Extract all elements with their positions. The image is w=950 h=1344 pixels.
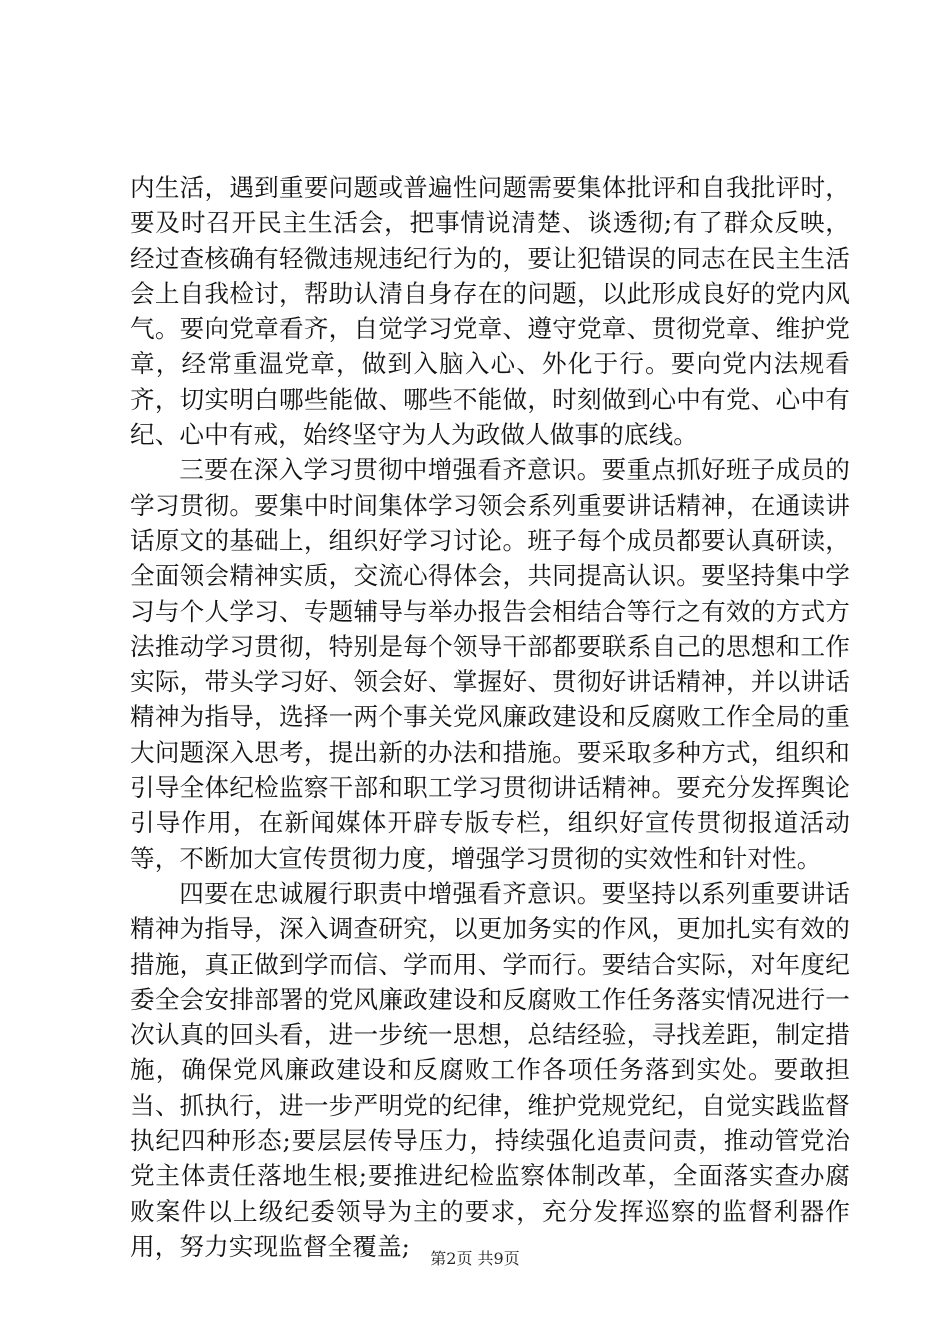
paragraph-2: 三要在深入学习贯彻中增强看齐意识。要重点抓好班子成员的学习贯彻。要集中时间集体学习领会系列重要讲话精神，在通读讲话原文的基础上，组织好学习讨论。班子每个成员都要认真研读，全面领会精神实质，交流心得体会，共同提高认识。要坚持集中学习与个人学习、专题辅导与举办报告会相结合等行之有效的方式方法推动学习贯彻，特别是每个领导干部都要联系自己的思想和工作实际，带头学习好、领会好、掌握好、贯彻好讲话精神，并以讲话精神为指导，选择一两个事关党风廉政建设和反腐败工作全局的重大问题深入思考，提出新的办法和措施。要采取多种方式，组织和引导全体纪检监察干部和职工学习贯彻讲话精神。要充分发挥舆论引导作用，在新闻媒体开辟专版专栏，组织好宣传贯彻报道活动等，不断加大宣传贯彻力度，增强学习贯彻的实效性和针对性。 (130, 455, 850, 873)
document-body (130, 170, 850, 1264)
paragraph-3: 四要在忠诚履行职责中增强看齐意识。要坚持以系列重要讲话精神为指导，深入调查研究，以更加务实的作风，更加扎实有效的措施，真正做到学而信、学而用、学而行。要结合实际，对年度纪委全会安排部署的党风廉政建设和反腐败工作任务落实情况进行一次认真的回头看，进一步统一思想，总结经验，寻找差距，制定措施，确保党风廉政建设和反腐败工作各项任务落到实处。要敢担当、抓执行，进一步严明党的纪律，维护党规党纪，自觉实践监督执纪四种形态;要层层传导压力，持续强化追责问责，推动管党治党主体责任落地生根;要推进纪检监察体制改革，全面落实查办腐败案件以上级纪委领导为主的要求，充分发挥巡察的监督利器作用，努力实现监督全覆盖; (130, 878, 850, 1261)
page-footer: 第2页 共9页 (430, 1249, 520, 1268)
paragraph-1: 内生活，遇到重要问题或普遍性问题需要集体批评和自我批评时，要及时召开民主生活会，把事情说清楚、谈透彻;有了群众反映，经过查核确有轻微违规违纪行为的，要让犯错误的同志在民主生活会上自我检讨，帮助认清自身存在的问题，以此形成良好的党内风气。要向党章看齐，自觉学习党章、遵守党章、贯彻党章、维护党章，经常重温党章，做到入脑入心、外化于行。要向党内法规看齐，切实明白哪些能做、哪些不能做，时刻做到心中有党、心中有纪、心中有戒，始终坚守为人为政做人做事的底线。 (130, 173, 850, 450)
